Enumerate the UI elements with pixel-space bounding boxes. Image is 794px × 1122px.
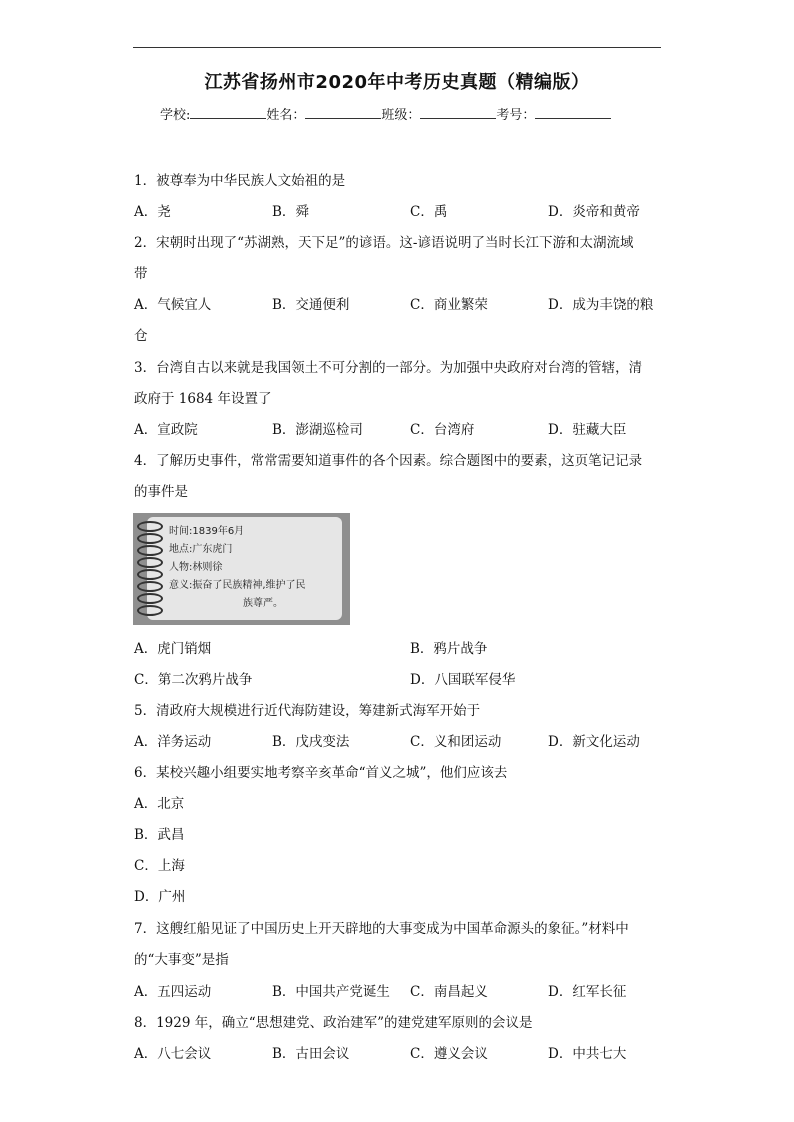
question-5-option-b[interactable]: B．戊戌变法 [272, 734, 350, 750]
question-6-option-b[interactable]: B．武昌 [134, 827, 185, 843]
spiral-ring-icon [137, 581, 163, 592]
note-line-person: 人物:林则徐 [169, 562, 223, 573]
name-blank [305, 106, 381, 119]
top-rule [133, 47, 661, 48]
question-8-option-b[interactable]: B．古田会议 [272, 1046, 350, 1062]
question-2-option-d-cont: 仓 [134, 328, 148, 344]
question-4-stem-line-2: 的事件是 [134, 484, 188, 500]
question-8-option-a[interactable]: A．八七会议 [134, 1046, 212, 1062]
question-3-stem-line-2: 政府于 1684 年设置了 [134, 391, 272, 407]
class-label: 班级： [381, 108, 421, 123]
school-blank [190, 106, 266, 119]
question-3-option-d[interactable]: D．驻藏大臣 [548, 422, 627, 438]
question-7-option-c[interactable]: C．南昌起义 [410, 984, 488, 1000]
question-3-option-a[interactable]: A．宣政院 [134, 422, 198, 438]
question-7-stem-line-1: 7．这艘红船见证了中国历史上开天辟地的大事变成为中国革命源头的象征。”材料中 [134, 921, 629, 937]
question-4-option-c[interactable]: C．第二次鸦片战争 [134, 672, 253, 688]
question-1-option-d[interactable]: D．炎帝和黄帝 [548, 204, 640, 220]
question-2-option-c[interactable]: C．商业繁荣 [410, 297, 488, 313]
name-label: 姓名： [266, 108, 306, 123]
question-7-option-b[interactable]: B．中国共产党诞生 [272, 984, 390, 1000]
spiral-ring-icon [137, 605, 163, 616]
question-7-option-d[interactable]: D．红军长征 [548, 984, 627, 1000]
note-line-place: 地点:广东虎门 [169, 544, 233, 555]
question-1-option-b[interactable]: B．舜 [272, 204, 309, 220]
question-2-option-d[interactable]: D．成为丰饶的粮 [548, 297, 654, 313]
student-info-line [160, 104, 611, 123]
question-1-option-a[interactable]: A．尧 [134, 204, 171, 220]
note-line-meaning: 意义:振奋了民族精神,维护了民 [169, 580, 306, 591]
question-4-stem-line-1: 4．了解历史事件，常常需要知道事件的各个因素。综合题图中的要素，这页笔记记录 [134, 453, 643, 469]
question-3-option-b[interactable]: B．澎湖巡检司 [272, 422, 363, 438]
spiral-ring-icon [137, 533, 163, 544]
exam-no-label: 考号： [496, 108, 536, 123]
question-3-stem-line-1: 3．台湾自古以来就是我国领土不可分割的一部分。为加强中央政府对台湾的管辖，清 [134, 360, 643, 376]
note-line-meaning-cont: 族尊严。 [243, 598, 283, 609]
question-3-option-c[interactable]: C．台湾府 [410, 422, 475, 438]
question-4-option-a[interactable]: A．虎门销烟 [134, 641, 212, 657]
question-1-option-c[interactable]: C．禹 [410, 204, 448, 220]
question-6-option-d[interactable]: D．广州 [134, 889, 186, 905]
notebook-image [133, 513, 350, 625]
question-6-option-c[interactable]: C．上海 [134, 858, 185, 874]
question-8-option-c[interactable]: C．遵义会议 [410, 1046, 488, 1062]
question-5-stem: 5．清政府大规模进行近代海防建设，筹建新式海军开始于 [134, 703, 481, 719]
spiral-ring-icon [137, 557, 163, 568]
exam-no-blank [535, 106, 611, 119]
question-6-option-a[interactable]: A．北京 [134, 796, 185, 812]
question-2-option-a[interactable]: A．气候宜人 [134, 297, 212, 313]
question-2-stem-line-2: 带 [134, 266, 148, 282]
spiral-ring-icon [137, 593, 163, 604]
question-5-option-a[interactable]: A．洋务运动 [134, 734, 212, 750]
question-4-option-d[interactable]: D．八国联军侵华 [410, 672, 516, 688]
question-4-option-b[interactable]: B．鸦片战争 [410, 641, 488, 657]
spiral-ring-icon [137, 521, 163, 532]
question-5-option-c[interactable]: C．义和团运动 [410, 734, 502, 750]
question-2-stem-line-1: 2．宋朝时出现了“苏湖熟，天下足”的谚语。这-谚语说明了当时长江下游和太湖流域 [134, 235, 634, 251]
page-title: 江苏省扬州市2020年中考历史真题（精编版） [204, 72, 590, 93]
question-2-option-b[interactable]: B．交通便利 [272, 297, 350, 313]
spiral-ring-icon [137, 569, 163, 580]
question-7-stem-line-2: 的“大事变”是指 [134, 952, 229, 968]
question-6-stem: 6．某校兴趣小组要实地考察辛亥革命“首义之城”，他们应该去 [134, 765, 508, 781]
class-blank [420, 106, 496, 119]
question-8-stem: 8．1929 年，确立“思想建党、政治建军”的建党建军原则的会议是 [134, 1015, 533, 1031]
note-line-time: 时间:1839年6月 [169, 526, 245, 537]
spiral-ring-icon [137, 545, 163, 556]
question-5-option-d[interactable]: D．新文化运动 [548, 734, 640, 750]
question-1-stem: 1．被尊奉为中华民族人文始祖的是 [134, 173, 346, 189]
question-7-option-a[interactable]: A．五四运动 [134, 984, 212, 1000]
question-8-option-d[interactable]: D．中共七大 [548, 1046, 627, 1062]
school-label: 学校: [160, 108, 191, 123]
